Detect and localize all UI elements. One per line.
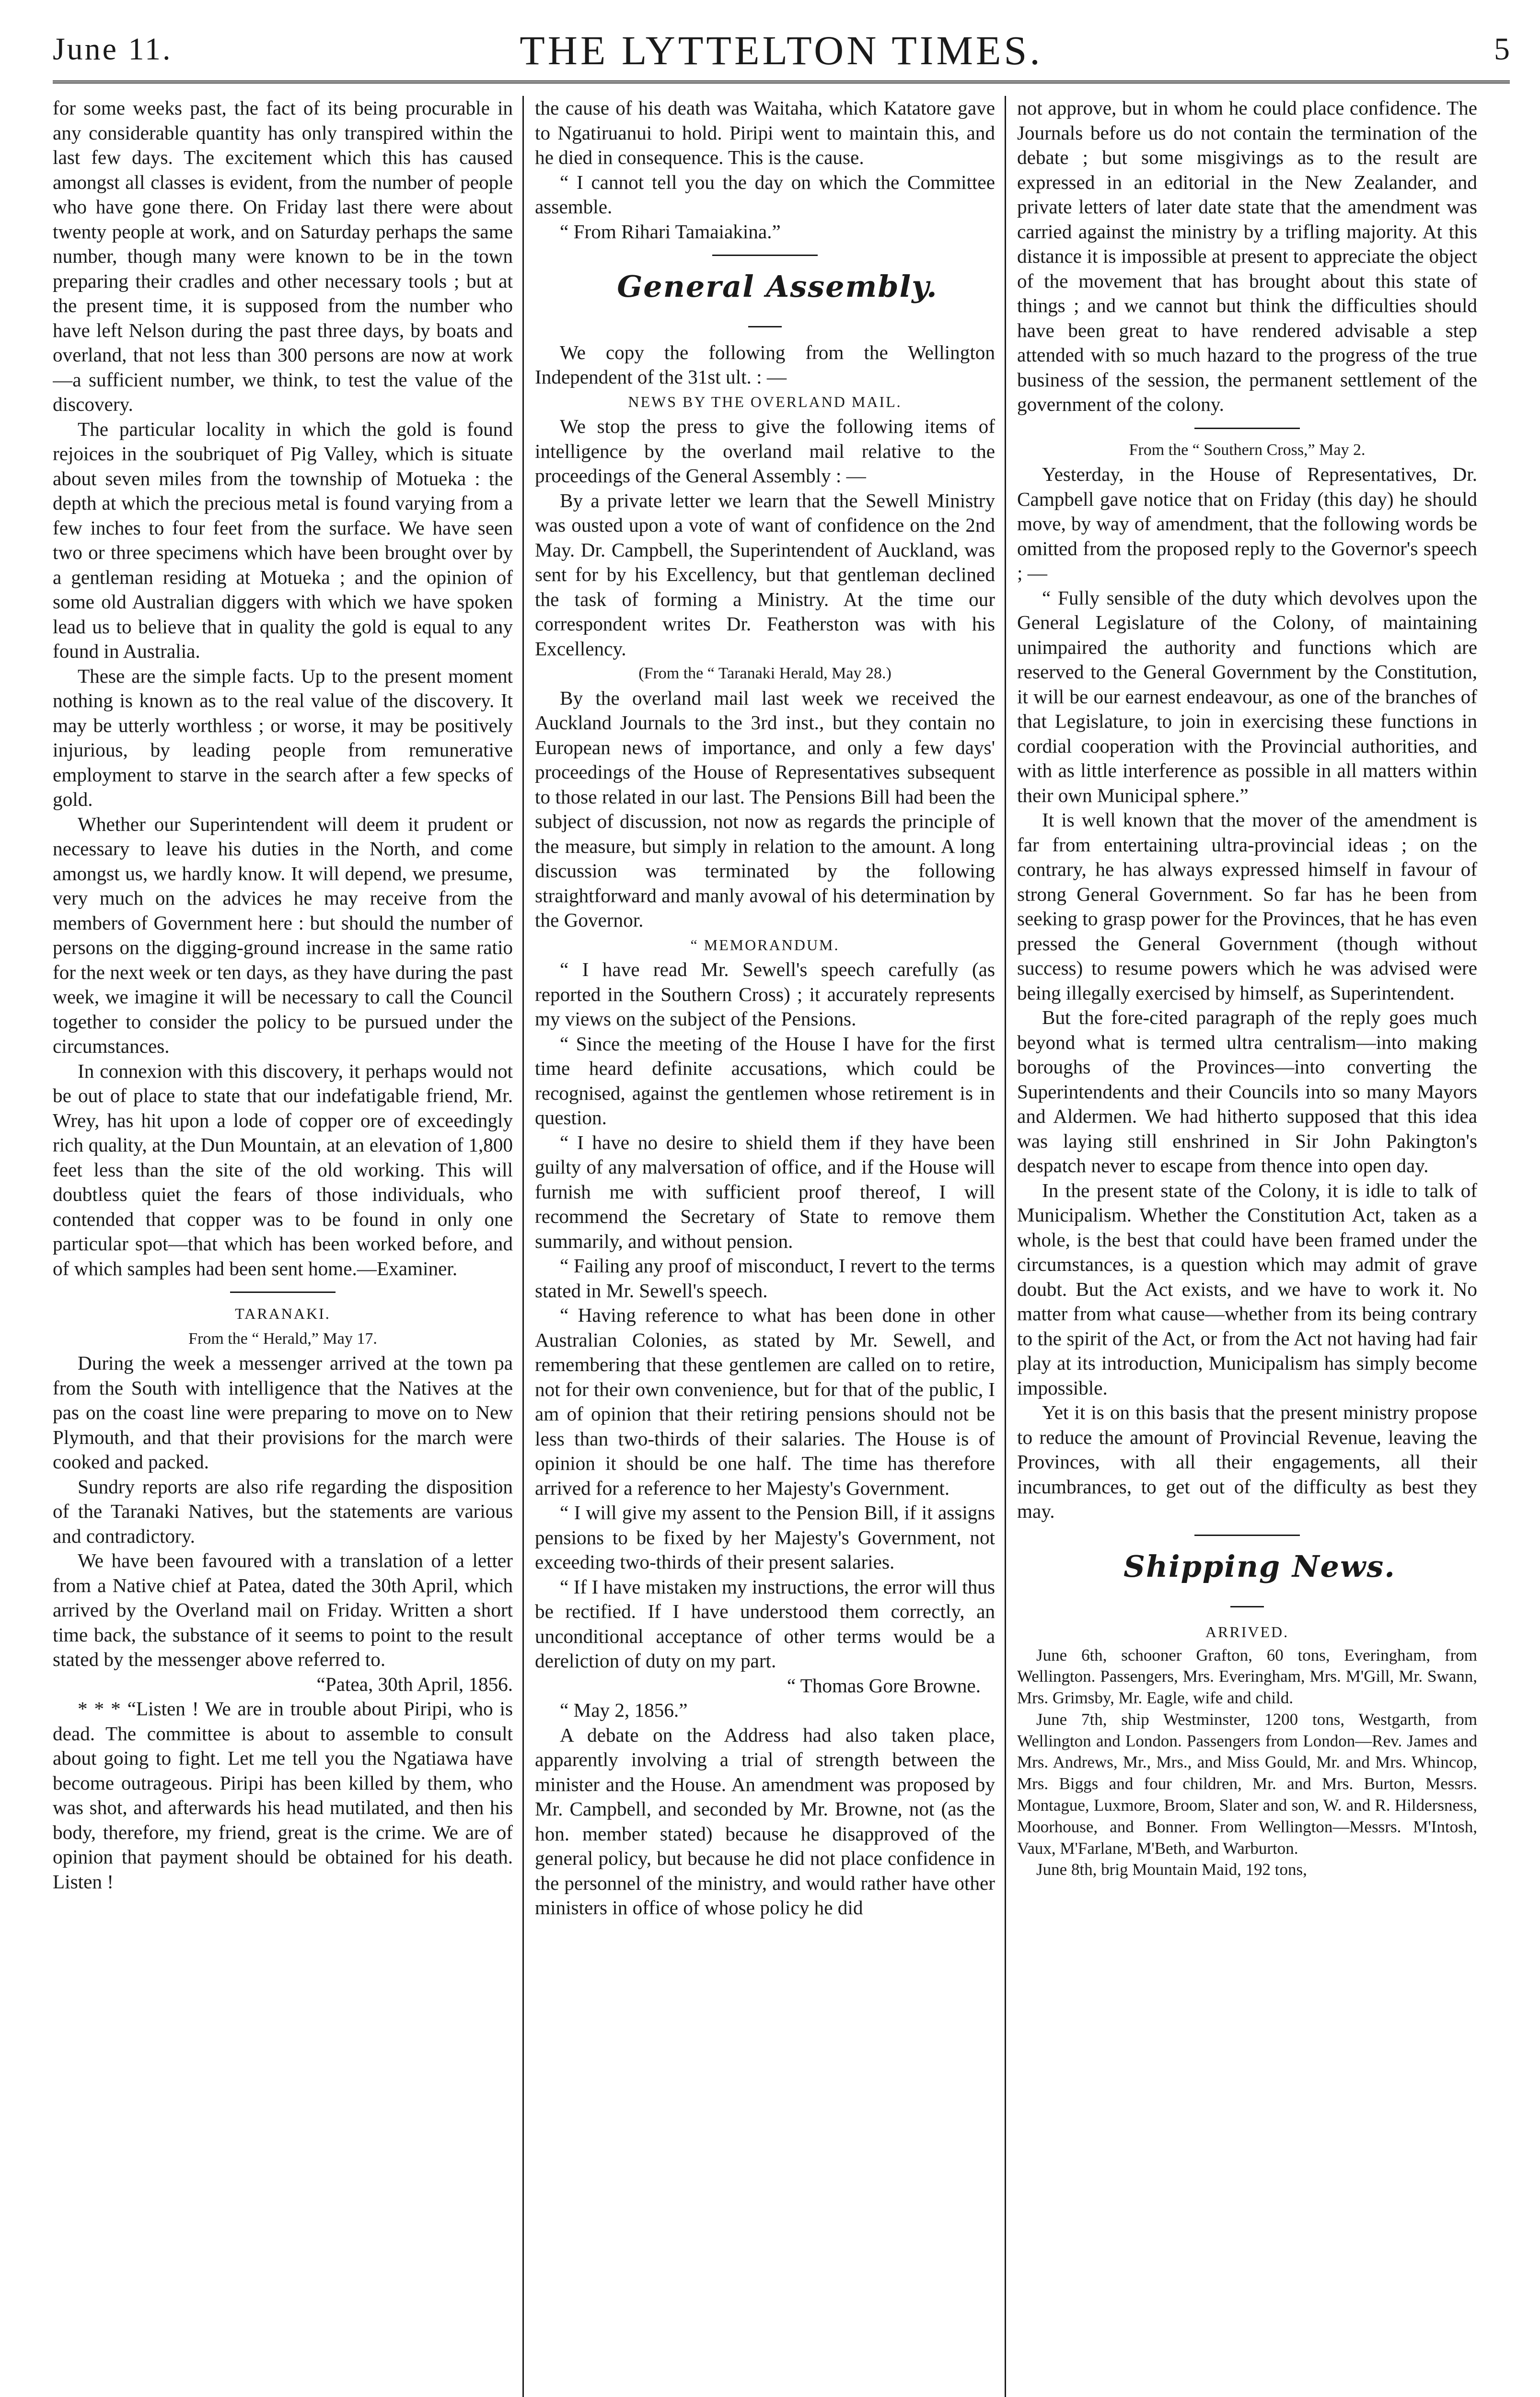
shipping-entry: June 8th, brig Mountain Maid, 192 tons, (1036, 1860, 1307, 1879)
sub-heading: NEWS BY THE OVERLAND MAIL. (628, 393, 902, 410)
masthead (53, 26, 1510, 79)
letter-signature: “ From Rihari Tamaiakina.” (560, 220, 781, 243)
column-2 (535, 96, 995, 2397)
newspaper-title: THE LYTTELTON TIMES. (520, 27, 1043, 73)
sub-heading: “ MEMORANDUM. (690, 936, 840, 954)
article-paragraph: not approve, but in whom he could place confidence. The Journals before us do not contain the termination of the debate ; but some misgivings as to the result are expressed in an editorial in the New Zealander, and private letters of later date state that the amendment was carried against the ministry by a trifling majority. At this distance it is impossible at present to appreciate the object of the movement that has brought about this state of things ; and we cannot but think the difficulties should have been great to have rendered advisable a step attended with so much hazard to the progress of the true business of the session, the permanent settlement of the government of the colony. (1017, 97, 1477, 415)
article-paragraph: “ I cannot tell you the day on which the Committee assemble. (535, 171, 995, 218)
section-heading-shipping-news: Shipping News. (1123, 1548, 1396, 1584)
article-paragraph: By the overland mail last week we received the Auckland Journals to the 3rd inst., but they contain no European news of importance, and only a few days' proceedings of the House of Representatives subsequent to those related in our last. The Pensions Bill had been the subject of discussion, not now as regards the principle of the measure, but simply in relation to the amount. A long discussion was terminated by the following straightforward and manly avowal of his determination by the Governor. (535, 687, 995, 931)
source-line: From the “ Herald,” May 17. (188, 1329, 377, 1348)
heading-dash (1017, 1589, 1477, 1614)
article-paragraph: Yesterday, in the House of Representatives, Dr. Campbell gave notice that on Friday (this day) he should move, by way of amendment, that the following words be omitted from the proposed reply to the Governor's speech ; — (1017, 463, 1477, 584)
heading-dash (535, 309, 995, 334)
section-heading-taranaki: TARANAKI. (235, 1305, 331, 1322)
article-paragraph: In the present state of the Colony, it is idle to talk of Municipalism. Whether the Constitution Act, taken as a whole, is the best that could have been framed under the circumstances, is a question which may admit of grave doubt. But the Act exists, and we have to work it. No matter from what cause—whether from its being contrary to the spirit of the Act, or from the Act not having had fair play at its introduction, Municipalism has simply become impossible. (1017, 1179, 1477, 1399)
section-divider (230, 1292, 336, 1293)
article-paragraph: “ If I have mistaken my instructions, the error will thus be rectified. If I have understood them correctly, an unconditional acceptance of other terms would be a dereliction of duty on my part. (535, 1575, 995, 1672)
masthead-rule (53, 81, 1510, 83)
source-line: (From the “ Taranaki Herald, May 28.) (638, 664, 892, 682)
section-divider (712, 255, 818, 256)
article-paragraph: But the fore-cited paragraph of the reply goes much beyond what is termed ultra centralism—into making boroughs of the Provinces—into converting the Superintendents and their Councils into so many Mayors and Aldermen. We had hitherto supposed that this idea was laying still enshrined in Sir John Pakington's despatch never to escape from thence into open day. (1017, 1006, 1477, 1176)
letter-body: * * * “Listen ! We are in trouble about Piripi, who is dead. The committee is about to assemble to consult about going to fight. Let me tell you the Ngatiawa have become outrageous. Piripi has been killed by them, who was shot, and afterwards his head mutilated, and then his body, therefore, my friend, great is the crime. We are of opinion that payment should be obtained for his death. Listen ! (53, 1698, 513, 1893)
column-1 (53, 96, 513, 2397)
column-3 (1017, 96, 1477, 2397)
article-paragraph: We stop the press to give the following items of intelligence by the overland mail relative to the proceedings of the General Assembly : — (535, 415, 995, 487)
article-paragraph: “ Since the meeting of the House I have for the first time heard definite accusations, which could be recognised, against the gentlemen whose retirement is in question. (535, 1032, 995, 1129)
article-paragraph: Sundry reports are also rife regarding the disposition of the Taranaki Natives, but the statements are various and contradictory. (53, 1475, 513, 1547)
section-divider (1194, 1535, 1300, 1536)
article-paragraph: These are the simple facts. Up to the present moment nothing is known as to the real value of the discovery. It may be utterly worthless ; or worse, it may be positively injurious, by leading people from remunerative employment to starve in the search after a few specks of gold. (53, 664, 513, 810)
source-line: From the “ Southern Cross,” May 2. (1129, 441, 1366, 459)
section-heading-general-assembly: General Assembly. (617, 269, 938, 304)
article-paragraph: “ Failing any proof of misconduct, I revert to the terms stated in Mr. Sewell's speech. (535, 1255, 995, 1302)
article-paragraph: Whether our Superintendent will deem it prudent or necessary to leave his duties in the North, and come amongst us, we hardly know. It will depend, we presume, very much on the advices he may receive from the members of Government here : but should the number of persons on the digging-ground increase in the same ratio for the next week or ten days, as they have during the past week, we imagine it will be necessary to call the Council together to consider the policy to be pursued under the circumstances. (53, 813, 513, 1057)
column-rule (522, 96, 524, 2397)
article-paragraph: We copy the following from the Wellington Independent of the 31st ult. : — (535, 341, 995, 388)
article-paragraph: the cause of his death was Waitaha, which Katatore gave to Ngatiruanui to hold. Piripi went to maintain this, and he died in consequence. This is the cause. (535, 97, 995, 168)
memo-date: “ May 2, 1856.” (560, 1699, 688, 1721)
sub-heading-arrived: ARRIVED. (1205, 1623, 1289, 1641)
column-rule (1005, 96, 1006, 2397)
article-paragraph: “ Having reference to what has been done in other Australian Colonies, as stated by Mr. Sewell, and remembering that these gentlemen are called on to retire, not for their own convenience, but for that of the public, I am of opinion that their retiring pensions should not be less than two-thirds of their salaries. The House is of opinion it should be one half. The time has therefore arrived for a reference to her Majesty's Government. (535, 1304, 995, 1499)
article-paragraph: “ I will give my assent to the Pension Bill, if it assigns pensions to be fixed by her Majesty's Government, not exceeding two-thirds of their present salaries. (535, 1501, 995, 1573)
memo-signature: “ Thomas Gore Browne. (787, 1674, 981, 1697)
article-paragraph: “ I have read Mr. Sewell's speech carefully (as reported in the Southern Cross) ; it accurately represents my views on the subject of the Pensions. (535, 958, 995, 1030)
article-paragraph: A debate on the Address had also taken place, apparently involving a trial of strength between the minister and the House. An amendment was proposed by Mr. Campbell, and seconded by Mr. Browne, not (as the hon. member stated) because he disapproved of the general policy, but because he did not place confidence in the personnel of the ministry, and would rather have other ministers in office of whose policy he did (535, 1723, 995, 1919)
letter-dateline: “Patea, 30th April, 1856. (316, 1673, 513, 1695)
article-paragraph: Yet it is on this basis that the present ministry propose to reduce the amount of Provincial Revenue, leaving the Provinces, with all their engagements, all their incumbrances, to get out of the difficulty as best they may. (1017, 1401, 1477, 1522)
article-paragraph: for some weeks past, the fact of its being procurable in any considerable quantity has only transpired within the last few days. The excitement which this has caused amongst all classes is evident, from the number of people who have gone there. On Friday last there were about twenty people at work, and on Saturday perhaps the same number, though many were known to be in the town preparing their cradles and other necessary tools ; but at the present time, it is supposed from the number who have left Nelson during the past three days, by boats and overland, that not less than 300 persons are now at work—a sufficient number, we think, to test the value of the discovery. (53, 97, 513, 415)
article-paragraph: It is well known that the mover of the amendment is far from entertaining ultra-provincial ideas ; on the contrary, he has always expressed himself in favour of strong General Government. So far has he been from seeking to grasp power for the Provinces, that he has even pressed the General Government (though without success) to resume powers which he was advised were being illegally exercised by himself, as Superintendent. (1017, 809, 1477, 1004)
article-paragraph: We have been favoured with a translation of a letter from a Native chief at Patea, dated the 30th April, which arrived by the Overland mail on Friday. Written a short time back, the substance of it seems to point to the result stated by the messenger above referred to. (53, 1549, 513, 1670)
article-paragraph: During the week a messenger arrived at the town pa from the South with intelligence that the Natives at the pas on the coast line were preparing to move on to New Plymouth, and that their provisions for the march were cooked and packed. (53, 1352, 513, 1473)
shipping-list (1017, 1645, 1477, 1881)
section-divider (1194, 428, 1300, 429)
article-paragraph: The particular locality in which the gold is found rejoices in the soubriquet of Pig Valley, which is situate about seven miles from the township of Motueka : the depth at which the precious metal is found varying from a few inches to four feet from the surface. We have seen two or three specimens which have been brought over by a gentleman residing at Motueka ; and the opinion of some old Australian diggers with which we have spoken lead us to believe that in quality the gold is equal to any found in Australia. (53, 418, 513, 662)
shipping-entry: June 7th, ship Westminster, 1200 tons, Westgarth, from Wellington and London. Passengers from London—Rev. James and Mrs. Andrews, Mr., Mrs., and Miss Gould, Mr. and Mrs. Whincop, Mrs. Biggs and four children, Mr. and Mrs. Burton, Messrs. Montague, Luxmore, Broom, Slater and son, W. and R. Hildersness, Moorhouse, and Bonner. From Wellington—Messrs. M'Intosh, Vaux, M'Farlane, M'Beth, and Warburton. (1017, 1710, 1477, 1858)
page-number: 5 (1494, 32, 1510, 67)
article-paragraph: In connexion with this discovery, it perhaps would not be out of place to state that our indefatigable friend, Mr. Wrey, has hit upon a lode of copper ore of exceedingly rich quality, at the Dun Mountain, at an elevation of 1,800 feet less than the site of the old working. This will doubtless quiet the fears of those individuals, who contended that copper was to be found in only one particular spot—that which has been worked before, and of which samples had been sent home.—Examiner. (53, 1059, 513, 1280)
issue-date: June 11. (53, 32, 173, 67)
article-paragraph: “ Fully sensible of the duty which devolves upon the General Legislature of the Colony, of maintaining unimpaired the authority and functions which are reserved to the General Government by the Constitution, it will be our earnest endeavour, as one of the branches of that Legislature, to join in exercising these functions in cordial cooperation with the Provincial authorities, and with as little interference as possible in all matters within their own Municipal sphere.” (1017, 586, 1477, 806)
shipping-entry: June 6th, schooner Grafton, 60 tons, Everingham, from Wellington. Passengers, Mrs. Everingham, Mrs. M'Gill, Mr. Swann, Mrs. Grimsby, Mr. Eagle, wife and child. (1017, 1645, 1477, 1708)
article-paragraph: “ I have no desire to shield them if they have been guilty of any malversation of office, and if the House will furnish me with sufficient proof thereof, I will recommend the Secretary of State to remove them summarily, and without pension. (535, 1131, 995, 1252)
article-paragraph: By a private letter we learn that the Sewell Ministry was ousted upon a vote of want of confidence on the 2nd May. Dr. Campbell, the Superintendent of Auckland, was sent for by his Excellency, but that gentleman declined the task of forming a Ministry. At the time our correspondent writes Dr. Featherston was with his Excellency. (535, 489, 995, 660)
